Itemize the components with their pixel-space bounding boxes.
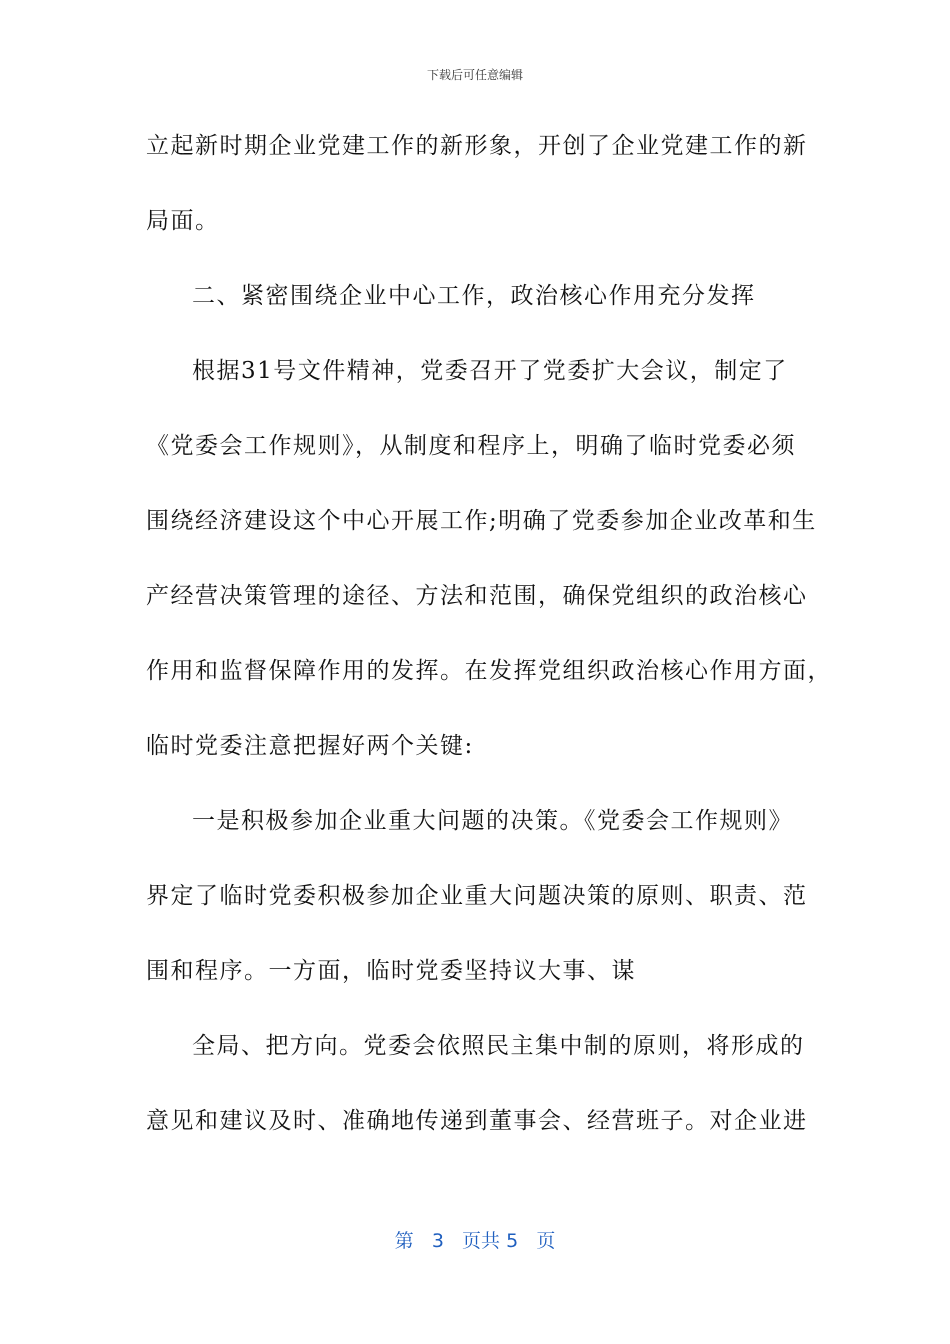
text-line: 根据31号文件精神，党委召开了党委扩大会议，制定了 bbox=[192, 358, 788, 384]
page-header: 下载后可任意编辑 bbox=[426, 68, 523, 82]
text-line: 局面。 bbox=[146, 208, 220, 234]
text-line: 围绕经济建设这个中心开展工作;明确了党委参加企业改革和生 bbox=[146, 508, 817, 534]
text-line: 《党委会工作规则》，从制度和程序上，明确了临时党委必须 bbox=[146, 433, 796, 459]
page-label-mid: 页共 bbox=[462, 1230, 501, 1252]
text-line: 立起新时期企业党建工作的新形象，开创了企业党建工作的新 bbox=[146, 133, 808, 159]
total-pages-number: 5 bbox=[506, 1230, 519, 1252]
text-line: 意见和建议及时、准确地传递到董事会、经营班子。对企业进 bbox=[146, 1108, 808, 1134]
text-line: 界定了临时党委积极参加企业重大问题决策的原则、职责、范 bbox=[146, 883, 808, 909]
text-line: 作用和监督保障作用的发挥。在发挥党组织政治核心作用方面， bbox=[146, 658, 832, 684]
text-line: 一是积极参加企业重大问题的决策。《党委会工作规则》 bbox=[192, 808, 793, 834]
page-footer bbox=[0, 1226, 950, 1253]
section-heading: 二、紧密围绕企业中心工作，政治核心作用充分发挥 bbox=[192, 283, 756, 309]
page-label-prefix: 第 bbox=[394, 1230, 414, 1252]
document-body bbox=[146, 124, 832, 1174]
text-line: 产经营决策管理的途径、方法和范围，确保党组织的政治核心 bbox=[146, 583, 808, 609]
current-page-number: 3 bbox=[431, 1230, 444, 1252]
page-label-suffix: 页 bbox=[536, 1230, 556, 1252]
text-line: 围和程序。一方面，临时党委坚持议大事、谋 bbox=[146, 958, 636, 984]
text-line: 全局、把方向。党委会依照民主集中制的原则，将形成的 bbox=[192, 1033, 805, 1059]
text-line: 临时党委注意把握好两个关键: bbox=[146, 733, 474, 759]
